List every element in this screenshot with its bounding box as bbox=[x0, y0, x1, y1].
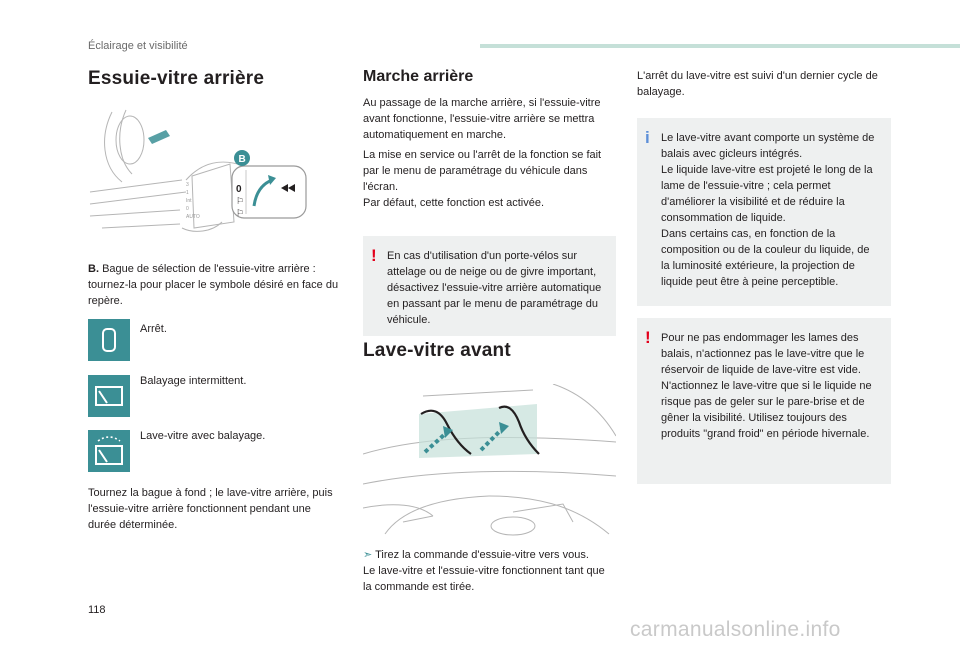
rear-wiper-title: Essuie-vitre arrière bbox=[88, 68, 265, 89]
section-title: Éclairage et visibilité bbox=[88, 40, 188, 52]
warning-icon: ! bbox=[371, 246, 377, 265]
windscreen-illustration bbox=[363, 384, 616, 538]
reverse-paragraph-2: La mise en service ou l'arrêt de la fonction se fait par le menu de paramétrage du véhicule dans l'écran. bbox=[363, 149, 602, 193]
header-bar bbox=[480, 44, 960, 48]
col3-warning-line-2: N'actionnez le lave-vitre que si le liquide ne risque pas de geler sur le pare-brise et de gêner la visibilité. Utilisez toujours des produits "grand froid" en période hivernale. bbox=[661, 380, 872, 440]
stalk-mark-stop: 0 bbox=[236, 184, 242, 195]
watermark: carmanualsonline.info bbox=[630, 618, 841, 641]
washer-wipe-icon bbox=[88, 430, 130, 472]
svg-text:B: B bbox=[238, 154, 246, 165]
front-washer-bullet-text: Tirez la commande d'essuie-vitre vers vous. bbox=[375, 549, 589, 561]
stalk-mark-intermittent: ⚐ bbox=[236, 196, 245, 206]
reverse-gear-title: Marche arrière bbox=[363, 68, 474, 85]
symbol-label-washer: Lave-vitre avec balayage. bbox=[140, 430, 266, 442]
bullet-icon: ➣ bbox=[363, 549, 373, 561]
svg-text:0: 0 bbox=[186, 206, 189, 212]
svg-text:3: 3 bbox=[186, 182, 189, 188]
svg-text:Int: Int bbox=[186, 198, 192, 204]
symbol-label-stop: Arrêt. bbox=[140, 323, 167, 335]
svg-text:AUTO: AUTO bbox=[186, 214, 200, 220]
symbol-label-intermittent: Balayage intermittent. bbox=[140, 375, 247, 387]
col3-warning-line-1: Pour ne pas endommager les lames des balais, n'actionnez pas le lave-vitre que le réservoir de liquide de lave-vitre est vide. bbox=[661, 332, 865, 376]
warning-icon: ! bbox=[645, 328, 651, 347]
stalk-mark-washer: ⚐ bbox=[236, 208, 245, 218]
reverse-paragraph-3: Par défaut, cette fonction est activée. bbox=[363, 197, 544, 209]
info-line-3: Dans certains cas, en fonction de la composition ou de la couleur du liquide, de la luminosité extérieure, la projection de liquide peut être à peine perceptible. bbox=[661, 228, 870, 288]
front-washer-after: Le lave-vitre et l'essuie-vitre fonctionnent tant que la commande est tirée. bbox=[363, 565, 605, 593]
reverse-paragraph-1: Au passage de la marche arrière, si l'essuie-vitre avant fonctionne, l'essuie-vitre arrière se mettra automatiquement en marche. bbox=[363, 97, 601, 141]
front-washer-title: Lave-vitre avant bbox=[363, 340, 511, 361]
info-line-1: Le lave-vitre avant comporte un système de balais avec gicleurs intégrés. bbox=[661, 132, 875, 160]
stop-icon bbox=[88, 319, 130, 361]
info-line-2: Le liquide lave-vitre est projeté le long de la lame de l'essuie-vitre ; cela permet d'améliorer la visibilité et de réduire la consommation de liquide. bbox=[661, 164, 873, 224]
reverse-warning-text: En cas d'utilisation d'un porte-vélos sur attelage ou de neige ou de givre important, désactivez l'essuie-vitre arrière automatique en passant par le menu de paramétrage du véhicule. bbox=[387, 250, 602, 326]
intermittent-wipe-icon bbox=[88, 375, 130, 417]
info-box bbox=[637, 118, 891, 306]
info-icon: i bbox=[645, 128, 650, 147]
front-washer-instruction bbox=[363, 547, 616, 563]
stalk-illustration bbox=[82, 100, 344, 242]
page-number: 118 bbox=[88, 604, 106, 616]
rear-wiper-outro: Tournez la bague à fond ; le lave-vitre arrière, puis l'essuie-vitre arrière fonctionnent pendant une durée déterminée. bbox=[88, 487, 333, 531]
callout-b-description bbox=[88, 261, 340, 309]
callout-b-label: B. bbox=[88, 263, 99, 275]
callout-b-text: Bague de sélection de l'essuie-vitre arrière : tournez-la pour placer le symbole désiré en face du repère. bbox=[88, 263, 339, 307]
svg-text:1: 1 bbox=[186, 190, 189, 196]
col3-paragraph-1: L'arrêt du lave-vitre est suivi d'un dernier cycle de balayage. bbox=[637, 70, 878, 98]
col3-warning-box bbox=[637, 318, 891, 484]
reverse-warning-box bbox=[363, 236, 616, 336]
